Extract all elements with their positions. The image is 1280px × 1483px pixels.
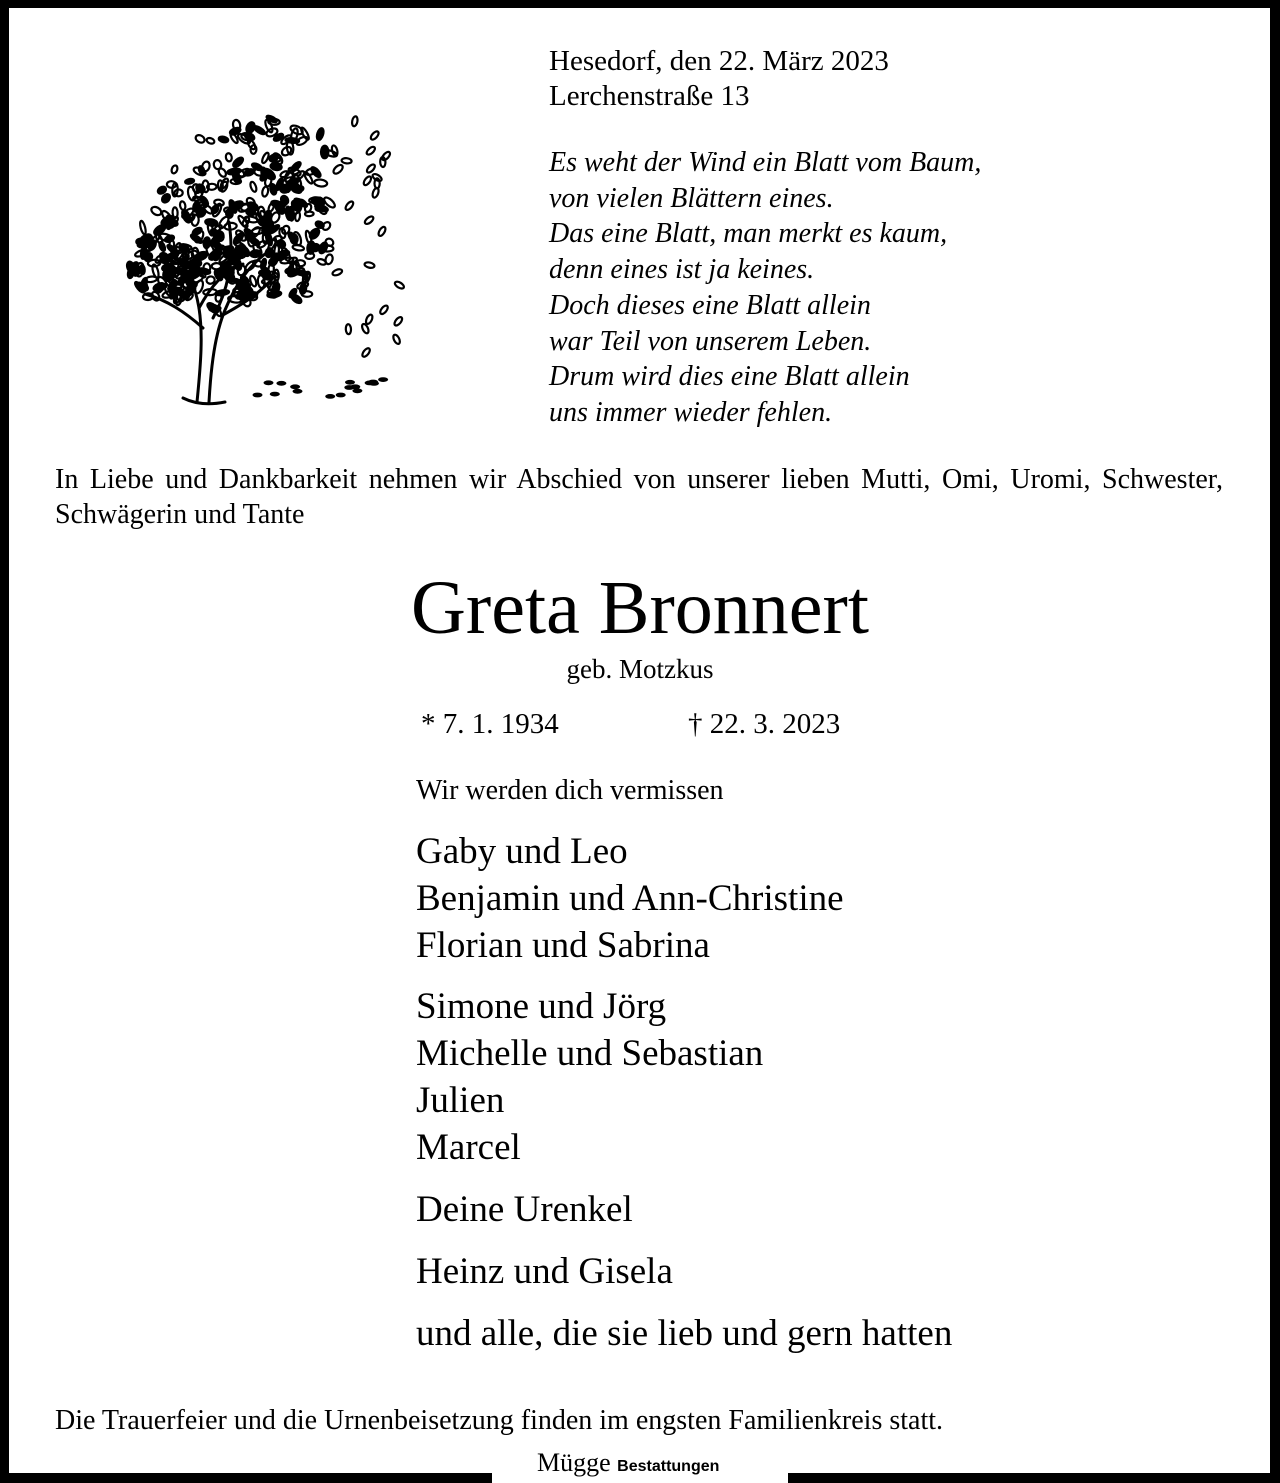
poem-line: Drum wird dies eine Blatt allein — [549, 361, 910, 393]
birth-date: * 7. 1. 1934 — [421, 708, 559, 740]
place-date: Hesedorf, den 22. März 2023 — [549, 45, 889, 77]
address: Lerchenstraße 13 — [549, 80, 750, 112]
mourner-line: Heinz und Gisela — [416, 1251, 673, 1292]
mourner-line: Florian und Sabrina — [416, 925, 710, 966]
poem-line: war Teil von unserem Leben. — [549, 325, 872, 357]
poem-line: von vielen Blättern eines. — [549, 182, 834, 214]
tree-with-falling-leaves-icon — [125, 72, 425, 412]
mourner-line: Julien — [416, 1080, 505, 1121]
undertaker-suffix: Bestattungen — [617, 1458, 720, 1475]
mourners-lead: Wir werden dich vermissen — [416, 775, 724, 806]
mourner-line: und alle, die sie lieb und gern hatten — [416, 1313, 953, 1354]
mourner-line: Michelle und Sebastian — [416, 1033, 764, 1074]
mourner-line: Benjamin und Ann-Christine — [416, 878, 844, 919]
poem — [549, 145, 981, 431]
undertaker-name: Mügge — [537, 1448, 611, 1477]
mourner-line: Gaby und Leo — [416, 831, 628, 872]
mourner-line: Marcel — [416, 1127, 521, 1168]
poem-line: denn eines ist ja keines. — [549, 254, 815, 286]
poem-line: uns immer wieder fehlen. — [549, 396, 833, 428]
poem-line: Es weht der Wind ein Blatt vom Baum, — [549, 147, 982, 178]
mourner-line: Deine Urenkel — [416, 1189, 633, 1230]
deceased-name: Greta Bronnert — [411, 566, 869, 650]
death-date: † 22. 3. 2023 — [688, 708, 841, 740]
intro-text: In Liebe und Dankbarkeit nehmen wir Abschied von unserer lieben Mutti, Omi, Uromi, Schwester, Schwägerin und Tante — [55, 464, 1223, 530]
poem-line: Das eine Blatt, man merkt es kaum, — [549, 218, 948, 250]
maiden-name: geb. Motzkus — [566, 654, 714, 684]
poem-line: Doch dieses eine Blatt allein — [549, 289, 871, 321]
undertaker-logo — [537, 1448, 719, 1482]
mourner-line: Simone und Jörg — [416, 986, 667, 1027]
ceremony-notice: Die Trauerfeier und die Urnenbeisetzung finden im engsten Familienkreis statt. — [55, 1405, 944, 1436]
place-and-address — [549, 44, 889, 114]
